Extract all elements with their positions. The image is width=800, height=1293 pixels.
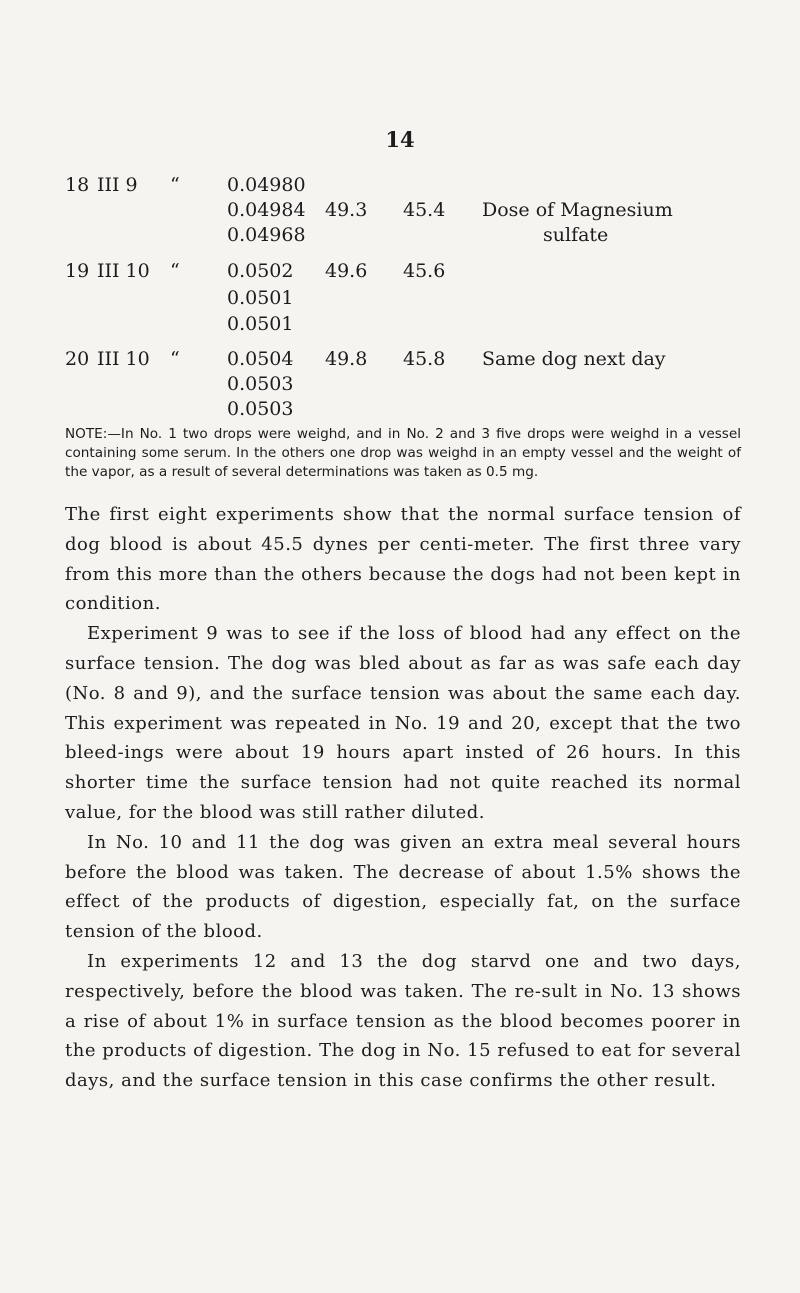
page-number: 14	[385, 127, 415, 152]
row-18-percent: 49.3	[325, 199, 368, 221]
row-19-percent: 49.6	[325, 260, 368, 282]
paragraph-2: Experiment 9 was to see if the loss of blood had any effect on the surface tension. The dog was bled about as far as was safe each day (No. 8 and 9), and the surface tension was about the same each day. This experiment was repeated in No. 19 and 20, except that the two bleed-ings were about 19 hours apart insted of 26 hours. In this shorter time the surface tension had not quite reached its normal value, for the blood was still rather diluted.	[65, 623, 741, 823]
row-18-weight-1: 0.04980	[227, 174, 306, 196]
table-note: NOTE:—In No. 1 two drops were weighd, and in No. 2 and 3 five drops were weighd in a vessel containing some serum. In the others one drop was weighd in an empty vessel and the weight of the vapor, as a result of several determinations was taken as 0.5 mg.	[65, 426, 741, 480]
row-19-number: 19	[65, 260, 90, 282]
row-20-percent: 49.8	[325, 348, 368, 370]
row-20-remark: Same dog next day	[482, 348, 666, 370]
paragraph-4: In experiments 12 and 13 the dog starvd one and two days, respectively, before the blood was taken. The re-sult in No. 13 shows a rise of about 1% in surface tension as the blood becomes poorer in the products of digestion. The dog in No. 15 refused to eat for several days, and the surface tension in this case confirms the other result.	[65, 950, 741, 1092]
row-18-weight-3: 0.04968	[227, 224, 306, 246]
row-19-series: III 10	[97, 260, 150, 282]
row-18-remark-1: Dose of Magnesium	[482, 199, 673, 221]
row-20-weight-3: 0.0503	[227, 398, 294, 420]
row-18-surface-tension: 45.4	[403, 199, 446, 221]
row-20-weight-2: 0.0503	[227, 373, 294, 395]
paragraph-3: In No. 10 and 11 the dog was given an extra meal several hours before the blood was taken. The decrease of about 1.5% shows the effect of the products of digestion, especially fat, on the surface tension of the blood.	[65, 831, 741, 943]
row-18-series: III 9	[97, 174, 138, 196]
row-19-ditto-mark: “	[170, 260, 180, 282]
row-18-number: 18	[65, 174, 90, 196]
row-20-ditto-mark: “	[170, 348, 180, 370]
row-20-number: 20	[65, 348, 90, 370]
row-20-series: III 10	[97, 348, 150, 370]
row-18-ditto-mark: “	[170, 174, 180, 196]
row-19-weight-2: 0.0501	[227, 287, 294, 309]
row-18-weight-2: 0.04984	[227, 199, 306, 221]
row-18-remark-2: sulfate	[543, 224, 609, 246]
row-19-weight-3: 0.0501	[227, 313, 294, 335]
row-20-weight-1: 0.0504	[227, 348, 294, 370]
paragraph-1: The first eight experiments show that the normal surface tension of dog blood is about 45.5 dynes per centi-meter. The first three vary from this more than the others because the dogs had not been kept in condition.	[65, 504, 741, 615]
body-text	[65, 500, 741, 1096]
row-20-surface-tension: 45.8	[403, 348, 446, 370]
row-19-surface-tension: 45.6	[403, 260, 446, 282]
row-19-weight-1: 0.0502	[227, 260, 294, 282]
